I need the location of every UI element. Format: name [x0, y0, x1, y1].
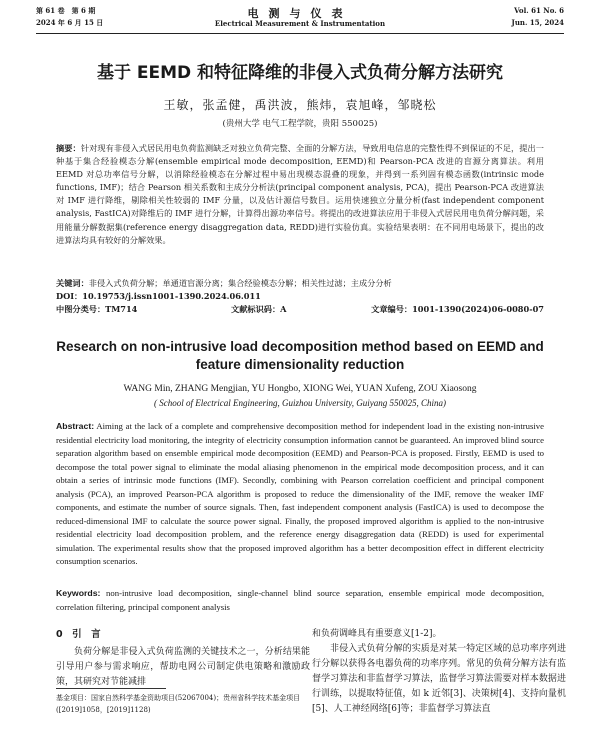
publication-date-cn: 2024 年 6 月 15 日 — [36, 18, 104, 27]
paper-title-en: Research on non-intrusive load decomposition method based on EEMD and feature dimensionality reduction — [56, 339, 544, 372]
keywords-label-cn: 关键词： — [56, 278, 89, 288]
abstract-text-en: Aiming at the lack of a complete and comprehensive decomposition method for independent load in the existing non-intrusive residential electricity load monitoring, the integrity of electricity consumption information cannot be guaranteed. An improved blind source separation algorithm based on ensemble empirical mode decomposition (EEMD) and Pearson-PCA is proposed. Firstly, EEMD is used to decompose the total power signal to eliminate the modal aliasing phenomenon in the empirical mode decomposition process, and it can obtain a series of intrinsic mode functions (IMF). Secondly, combining with Pearson correlation coefficient and principal component analysis (PCA), an improved Pearson-PCA algorithm is proposed to reduce the dimensionality of the IMF, remove the weaker IMF components, and estimate the number of source signals. Then, fast independent component analysis (FastICA) is used to decompose the reduced-dimensional IMF to calculate the source power signal. Finally, the proposed improved algorithm is applied to the non-intrusive residential electricity load decomposition problem, and the reference energy disaggregation data (REDD) is used for experimental simulation. The experimental results show that the proposed improved algorithm has a better decomposition effect in different electricity consumption scenarios. — [56, 421, 544, 566]
paper-title-cn: 基于 EEMD 和特征降维的非侵入式负荷分解方法研究 — [96, 63, 504, 83]
keywords-text-en: non-intrusive load decomposition, single-channel blind source separation, ensemble empirical mode decomposition, correlation filtering, principal component analysis — [56, 588, 544, 612]
affiliation-en: ( School of Electrical Engineering, Guizhou University, Guiyang 550025, China) — [154, 398, 446, 408]
section-heading-introduction: 0 引 言 — [56, 629, 101, 640]
publication-date-en: Jun. 15, 2024 — [511, 18, 564, 27]
authors-cn: 王敏，张孟健，禹洪波，熊炜，袁旭峰，邹晓松 — [163, 98, 437, 112]
keywords-cn — [56, 277, 544, 289]
intro-paragraph-1-continued: 和负荷调峰具有重要意义[1-2]。 — [312, 629, 442, 639]
authors-en: WANG Min, ZHANG Mengjian, YU Hongbo, XIONG Wei, YUAN Xufeng, ZOU Xiaosong — [123, 384, 477, 394]
abstract-label-cn: 摘要： — [56, 143, 81, 153]
body-column-left — [56, 627, 310, 690]
abstract-label-en: Abstract: — [56, 421, 95, 431]
intro-paragraph-2: 非侵入式负荷分解的实质是对某一特定区域的总功率序列进行分解以获得各电器负荷的功率序列。常见的负荷分解方法有监督学习算法和非监督学习算法，监督学习算法需要对样本数据进行训练，以提取特征值，如 k 近邻[3]、决策树[4]、支持向量机[5]、人工神经网络[6]等；非监督学习算法直 — [312, 644, 566, 714]
volume-issue: 第 61 卷 第 6 期 — [36, 6, 96, 15]
body-column-right — [312, 627, 566, 717]
abstract-text-cn: 针对现有非侵入式居民用电负荷监测缺乏对独立负荷完整、全面的分解方法，导致用电信息的完整性得不到保证的不足，提出一种基于集合经验模态分解(ensemble empirical mode decomposition, EEMD)和 Pearson-PCA 改进的盲源分离算法。利用 EEMD 对总功率信号分解，以消除经验模态在分解过程中易出现模态混叠的现象，并得到一系列固有模态函数(intrinsic mode functions, IMF)；结合 Pearson 相关系数和主成分分析法(principal component analysis, PCA)，提出 Pearson-PCA 改进算法对 IMF 进行降维，剔除相关性较弱的 IMF 分量，以及估计源信号数目。运用快速独立分量分析(fast independent component analysis, FastICA)对降维后的 IMF 进行分解，计算得出源功率信号。将提出的改进算法应用于非侵入式居民用电负荷分解问题，采用能量分解数据集(reference energy disaggregation data, REDD)进行实验仿真。实验结果表明：在不同用电场景下，提出的改进算法均具有较好的分解效果。 — [56, 143, 544, 245]
article-number: 文章编号：1001-1390(2024)06-0080-07 — [371, 304, 544, 314]
keywords-text-cn: 非侵入式负荷分解；单通道盲源分离；集合经验模态分解；相关性过滤；主成分分析 — [88, 278, 392, 288]
keywords-label-en: Keywords: — [56, 588, 101, 598]
funding-footnote: 基金项目：国家自然科学基金资助项目(52067004)；贵州省科学技术基金项目([2019]1058，[2019]1128) — [56, 694, 301, 714]
intro-paragraph-1: 负荷分解是非侵入式负荷监测的关键技术之一，分析结果能引导用户参与需求响应，帮助电网公司制定供电策略和激励政策，其研究对节能减排 — [56, 647, 310, 687]
volume-issue-en: Vol. 61 No. 6 — [514, 6, 564, 15]
classification-line — [56, 304, 544, 316]
journal-name-cn: 电测与仪表 — [247, 7, 353, 20]
abstract-cn — [56, 142, 544, 247]
document-code: 文献标识码：A — [231, 304, 287, 314]
abstract-en — [56, 420, 544, 569]
affiliation-cn: (贵州大学 电气工程学院，贵阳 550025) — [222, 119, 378, 129]
keywords-en — [56, 587, 544, 614]
header-divider — [36, 33, 564, 34]
doi: DOI：10.19753/j.issn1001-1390.2024.06.011 — [56, 291, 261, 301]
footnote-divider — [56, 688, 166, 689]
clc-number: 中图分类号：TM714 — [56, 304, 138, 314]
running-header — [36, 6, 564, 34]
journal-name-en: Electrical Measurement & Instrumentation — [214, 19, 386, 28]
